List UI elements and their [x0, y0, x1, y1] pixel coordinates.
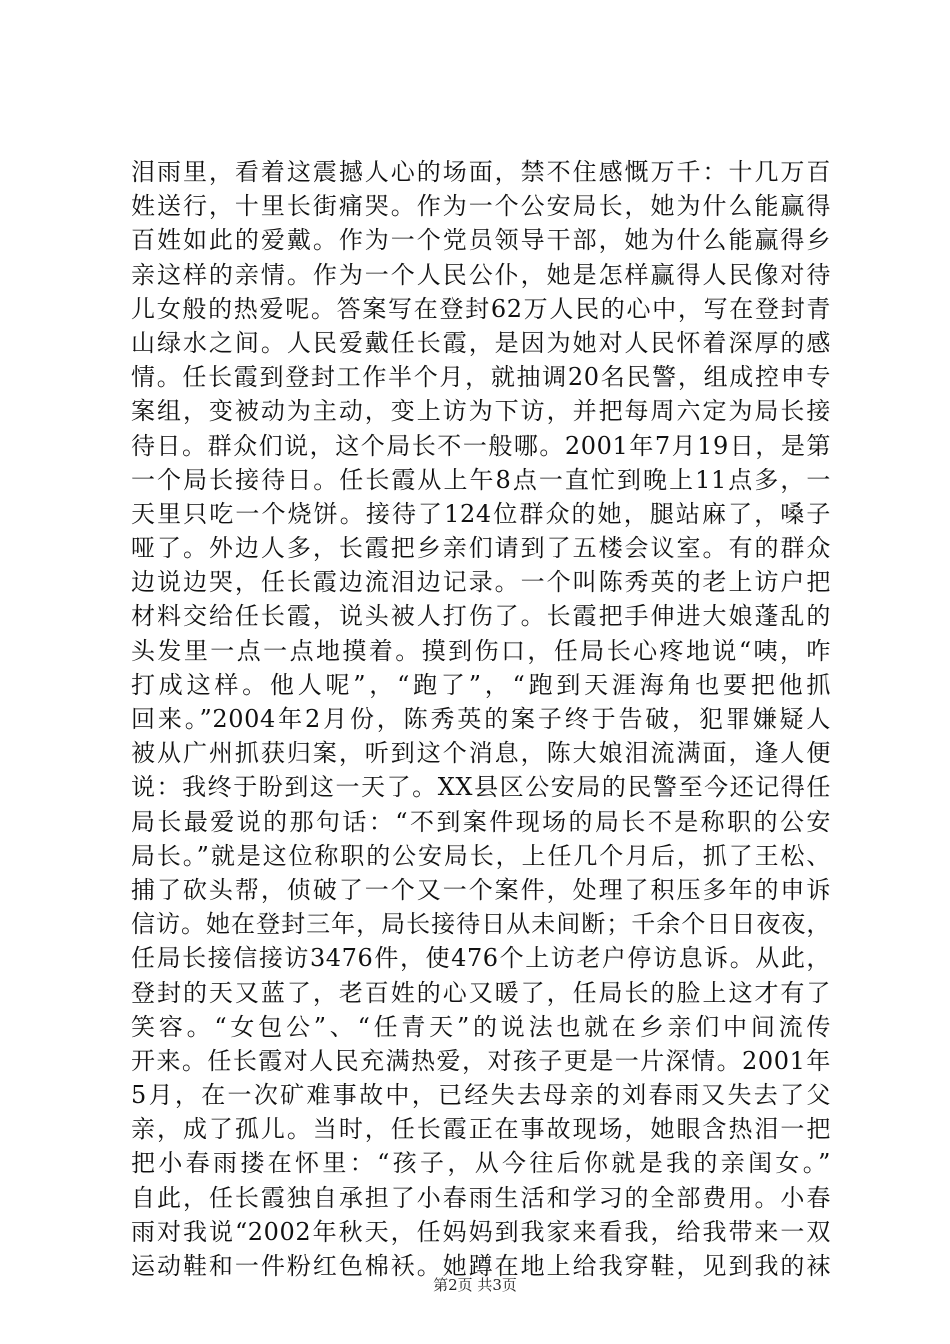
text-line: 回来。”2004年2月份，陈秀英的案子终于告破，犯罪嫌疑人	[131, 705, 831, 733]
text-line: 材料交给任长霞，说头被人打伤了。长霞把手伸进大娘蓬乱的	[131, 602, 831, 631]
text-line: 开来。任长霞对人民充满热爱，对孩子更是一片深情。2001年	[131, 1046, 831, 1075]
text-line: 运动鞋和一件粉红色棉袄。她蹲在地上给我穿鞋，见到我的袜	[131, 1252, 831, 1280]
text-line: 说：我终于盼到这一天了。XX县区公安局的民警至今还记得任	[131, 773, 831, 802]
text-line: 捕了砍头帮，侦破了一个又一个案件，处理了积压多年的申诉	[131, 875, 831, 904]
page-number-footer: 第2页 共3页	[433, 1276, 517, 1294]
text-line: 局长最爱说的那句话：“不到案件现场的局长不是称职的公安	[131, 807, 831, 836]
text-line: 泪雨里，看着这震撼人心的场面，禁不住感慨万千：十几万百	[131, 158, 831, 186]
text-line: 把小春雨搂在怀里：“孩子，从今往后你就是我的亲闺女。”	[131, 1149, 831, 1178]
text-line: 亲，成了孤儿。当时，任长霞正在事故现场，她眼含热泪一把	[131, 1115, 831, 1144]
text-line: 一个局长接待日。任长霞从上午8点一直忙到晚上11点多，一	[131, 465, 831, 494]
text-line: 局长。”就是这位称职的公安局长，上任几个月后，抓了王松、	[131, 841, 831, 870]
text-line: 打成这样。他人呢”，“跑了”，“跑到天涯海角也要把他抓	[131, 670, 831, 699]
text-line: 山绿水之间。人民爱戴任长霞，是因为她对人民怀着深厚的感	[131, 328, 831, 357]
text-line: 儿女般的热爱呢。答案写在登封62万人民的心中，写在登封青	[131, 294, 831, 323]
text-line: 雨对我说“2002年秋天，任妈妈到我家来看我，给我带来一双	[131, 1217, 831, 1246]
text-line: 任局长接信接访3476件，使476个上访老户停访息诉。从此，	[131, 944, 831, 973]
text-line: 情。任长霞到登封工作半个月，就抽调20名民警，组成控申专	[131, 363, 831, 392]
text-line: 被从广州抓获归案，听到这个消息，陈大娘泪流满面，逢人便	[131, 739, 831, 768]
body-text	[131, 155, 831, 1283]
text-line: 亲这样的亲情。作为一个人民公仆，她是怎样赢得人民像对待	[131, 260, 831, 289]
text-line: 待日。群众们说，这个局长不一般哪。2001年7月19日，是第	[131, 431, 831, 460]
text-line: 哑了。外边人多，长霞把乡亲们请到了五楼会议室。有的群众	[131, 534, 831, 563]
text-line: 自此，任长霞独自承担了小春雨生活和学习的全部费用。小春	[131, 1183, 831, 1212]
text-line: 案组，变被动为主动，变上访为下访，并把每周六定为局长接	[131, 397, 831, 426]
text-line: 笑容。“女包公”、“任青天”的说法也就在乡亲们中间流传	[131, 1012, 831, 1041]
text-line: 姓送行，十里长街痛哭。作为一个公安局长，她为什么能赢得	[131, 192, 831, 221]
text-line: 百姓如此的爱戴。作为一个党员领导干部，她为什么能赢得乡	[131, 226, 831, 255]
text-line: 登封的天又蓝了，老百姓的心又暖了，任局长的脸上这才有了	[131, 978, 831, 1007]
text-line: 信访。她在登封三年，局长接待日从未间断；千余个日日夜夜，	[131, 910, 831, 939]
text-line: 头发里一点一点地摸着。摸到伤口，任局长心疼地说“咦，咋	[131, 636, 831, 665]
text-line: 边说边哭，任长霞边流泪边记录。一个叫陈秀英的老上访户把	[131, 568, 831, 597]
text-line: 天里只吃一个烧饼。接待了124位群众的她，腿站麻了，嗓子	[131, 499, 831, 528]
text-line: 5月，在一次矿难事故中，已经失去母亲的刘春雨又失去了父	[131, 1081, 831, 1110]
